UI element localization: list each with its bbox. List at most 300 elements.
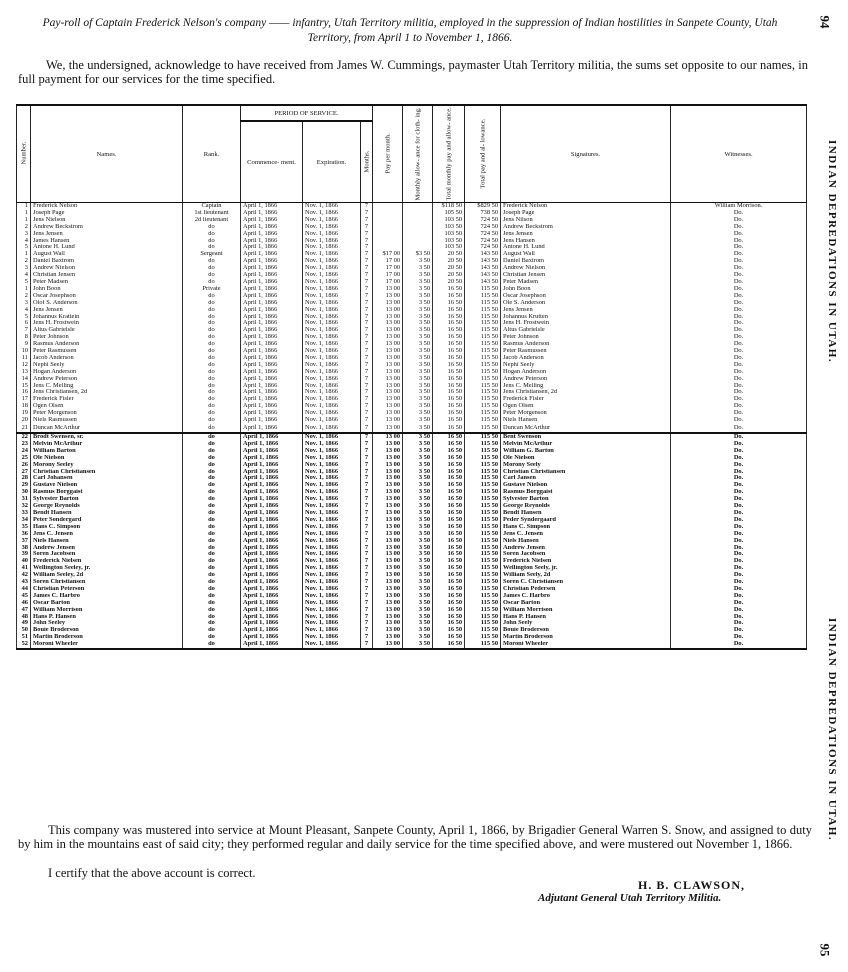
table-cell: April 1, 1866	[241, 396, 303, 403]
table-cell: 115 50	[465, 433, 501, 441]
table-cell: Do.	[671, 469, 807, 476]
table-cell: Do.	[671, 517, 807, 524]
table-cell: April 1, 1866	[241, 565, 303, 572]
table-cell: 3 50	[403, 410, 433, 417]
table-row	[17, 641, 807, 649]
table-cell: 7	[361, 238, 373, 245]
table-cell: 13 00	[373, 524, 403, 531]
table-cell: Nov. 1, 1866	[303, 417, 361, 424]
table-cell: April 1, 1866	[241, 448, 303, 455]
table-cell: 16 50	[433, 627, 465, 634]
table-cell: 9	[17, 341, 31, 348]
table-cell: 24	[17, 448, 31, 455]
table-cell: April 1, 1866	[241, 334, 303, 341]
table-cell: 16 50	[433, 369, 465, 376]
table-cell: Nov. 1, 1866	[303, 496, 361, 503]
table-cell: Do.	[671, 293, 807, 300]
table-cell: April 1, 1866	[241, 620, 303, 627]
table-cell: Ole S. Anderson	[501, 300, 671, 307]
table-cell: 16 50	[433, 545, 465, 552]
table-row	[17, 417, 807, 424]
table-cell: 143 50	[465, 265, 501, 272]
table-cell: April 1, 1866	[241, 341, 303, 348]
table-cell: 105 50	[433, 210, 465, 217]
table-cell: April 1, 1866	[241, 389, 303, 396]
table-cell: 13 00	[373, 396, 403, 403]
table-cell: 7	[361, 531, 373, 538]
table-cell: Do.	[671, 238, 807, 245]
table-cell: Nov. 1, 1866	[303, 286, 361, 293]
table-cell: 143 50	[465, 279, 501, 286]
table-cell: Do.	[671, 217, 807, 224]
table-cell: Nov. 1, 1866	[303, 293, 361, 300]
table-cell: Hogan Anderson	[31, 369, 183, 376]
table-cell: Soren Jacobsen	[501, 551, 671, 558]
table-cell: 3 50	[403, 572, 433, 579]
table-cell: 724 50	[465, 224, 501, 231]
table-cell: 115 50	[465, 369, 501, 376]
table-cell	[403, 224, 433, 231]
table-cell: Sergeant	[183, 251, 241, 258]
table-cell: April 1, 1866	[241, 307, 303, 314]
table-cell: 35	[17, 524, 31, 531]
table-cell: April 1, 1866	[241, 558, 303, 565]
table-cell: Peter Johnson	[501, 334, 671, 341]
table-cell: 16 50	[433, 614, 465, 621]
table-cell: Nov. 1, 1866	[303, 482, 361, 489]
table-cell: 7	[361, 403, 373, 410]
table-cell: Soren Jacobsen	[31, 551, 183, 558]
table-cell: Christian Christiansen	[501, 469, 671, 476]
table-cell: 7	[361, 627, 373, 634]
table-cell: April 1, 1866	[241, 545, 303, 552]
table-row	[17, 300, 807, 307]
table-cell: Do.	[671, 300, 807, 307]
table-cell: Nov. 1, 1866	[303, 231, 361, 238]
table-cell: 7	[361, 314, 373, 321]
table-cell: 115 50	[465, 469, 501, 476]
table-cell: Nov. 1, 1866	[303, 475, 361, 482]
table-cell: April 1, 1866	[241, 503, 303, 510]
table-cell: Johannus Krattein	[31, 314, 183, 321]
header-rank: Rank.	[183, 105, 241, 203]
table-cell: 115 50	[465, 441, 501, 448]
table-cell: James Hansen	[31, 238, 183, 245]
table-cell: 16 50	[433, 641, 465, 649]
table-cell: do	[183, 634, 241, 641]
table-cell: 23	[17, 441, 31, 448]
table-cell	[403, 244, 433, 251]
table-cell: 7	[361, 489, 373, 496]
table-cell: Joseph Page	[501, 210, 671, 217]
table-cell: 13 00	[373, 503, 403, 510]
table-cell: 29	[17, 482, 31, 489]
table-cell: do	[183, 272, 241, 279]
table-cell: Nov. 1, 1866	[303, 244, 361, 251]
table-cell: do	[183, 503, 241, 510]
table-cell: Do.	[671, 251, 807, 258]
payroll-title: Pay-roll of Captain Frederick Nelson's company —— infantry, Utah Territory militia, employed in the suppression of Indian hostilities in Sanpete County, Utah Territory, from April 1 to November 1, 1866.	[42, 17, 778, 44]
table-cell: 1	[17, 217, 31, 224]
table-cell: do	[183, 258, 241, 265]
table-cell: 16 50	[433, 462, 465, 469]
table-cell: 14	[17, 376, 31, 383]
table-cell: 3 50	[403, 403, 433, 410]
table-cell: 40	[17, 558, 31, 565]
table-cell: 39	[17, 551, 31, 558]
table-cell: 115 50	[465, 362, 501, 369]
table-cell: 16 50	[433, 475, 465, 482]
table-cell: 3 50	[403, 396, 433, 403]
table-cell: 16 50	[433, 314, 465, 321]
table-row	[17, 403, 807, 410]
table-cell: Peter Madsen	[501, 279, 671, 286]
table-cell: 115 50	[465, 538, 501, 545]
table-cell: 13 00	[373, 455, 403, 462]
table-cell: 3 50	[403, 475, 433, 482]
table-cell: Nov. 1, 1866	[303, 448, 361, 455]
table-cell: Frederick Fisler	[501, 396, 671, 403]
table-cell: 115 50	[465, 489, 501, 496]
table-cell: Nov. 1, 1866	[303, 538, 361, 545]
table-cell: 115 50	[465, 593, 501, 600]
table-cell: Nov. 1, 1866	[303, 327, 361, 334]
table-cell: 16 50	[433, 355, 465, 362]
table-cell: 16 50	[433, 469, 465, 476]
table-cell: Do.	[671, 620, 807, 627]
table-cell: 50	[17, 627, 31, 634]
table-cell: April 1, 1866	[241, 376, 303, 383]
table-cell: 13 00	[373, 334, 403, 341]
table-cell: 3 50	[403, 433, 433, 441]
table-cell: Do.	[671, 531, 807, 538]
table-cell: Andrew Beckstrom	[501, 224, 671, 231]
table-cell: Frederick Nielsen	[31, 558, 183, 565]
table-cell: 7	[361, 482, 373, 489]
table-cell: 13 00	[373, 475, 403, 482]
table-row	[17, 348, 807, 355]
table-cell: Christian Pedersen	[501, 586, 671, 593]
table-cell: Melvin McArthur	[31, 441, 183, 448]
table-cell: 13 00	[373, 565, 403, 572]
table-cell: Andrew Jensen	[31, 545, 183, 552]
table-cell: Martin Broderson	[31, 634, 183, 641]
table-cell: 115 50	[465, 579, 501, 586]
table-cell: do	[183, 441, 241, 448]
table-cell: April 1, 1866	[241, 424, 303, 433]
table-cell: Nov. 1, 1866	[303, 433, 361, 441]
table-cell: 13 00	[373, 531, 403, 538]
table-cell: 3 50	[403, 627, 433, 634]
table-cell: 13 00	[373, 362, 403, 369]
table-row	[17, 355, 807, 362]
table-cell: do	[183, 448, 241, 455]
table-cell: 28	[17, 475, 31, 482]
table-cell: do	[183, 475, 241, 482]
table-row	[17, 327, 807, 334]
table-cell: Bouie Broderson	[501, 627, 671, 634]
table-cell: Peter Morgenson	[501, 410, 671, 417]
table-cell: Niels Hansen	[501, 417, 671, 424]
table-cell: Do.	[671, 403, 807, 410]
table-cell: Bouie Broderson	[31, 627, 183, 634]
table-cell: 16 50	[433, 334, 465, 341]
table-row	[17, 258, 807, 265]
table-cell	[403, 238, 433, 245]
table-cell: 16 50	[433, 503, 465, 510]
table-cell: 1	[17, 210, 31, 217]
table-cell: 16 50	[433, 489, 465, 496]
table-cell: 7	[361, 341, 373, 348]
table-cell: 13 00	[373, 517, 403, 524]
table-cell: Niels Rasmussen	[31, 417, 183, 424]
table-cell: Jens C. Jensen	[501, 531, 671, 538]
table-cell: 13 00	[373, 441, 403, 448]
table-cell: Andrew Peterson	[31, 376, 183, 383]
table-row	[17, 538, 807, 545]
table-cell: 3 50	[403, 462, 433, 469]
table-cell: do	[183, 355, 241, 362]
header-total-monthly: Total monthly pay and allow- ance.	[433, 105, 465, 203]
table-cell: 20 50	[433, 265, 465, 272]
table-cell: 3 50	[403, 307, 433, 314]
table-cell: Do.	[671, 383, 807, 390]
table-cell: 47	[17, 607, 31, 614]
certification: I certify that the above account is correct.	[48, 866, 256, 880]
table-cell: April 1, 1866	[241, 362, 303, 369]
signer-name: H. B. CLAWSON,	[638, 878, 746, 892]
table-cell: Nov. 1, 1866	[303, 455, 361, 462]
table-cell: Nov. 1, 1866	[303, 586, 361, 593]
table-row	[17, 634, 807, 641]
table-cell: 16 50	[433, 572, 465, 579]
table-cell: 16 50	[433, 293, 465, 300]
table-cell: 7	[361, 369, 373, 376]
table-cell: Altus Gabrielsle	[501, 327, 671, 334]
table-cell: Do.	[671, 410, 807, 417]
table-cell: 37	[17, 538, 31, 545]
table-cell: 115 50	[465, 300, 501, 307]
table-cell: Do.	[671, 231, 807, 238]
table-cell: 7	[361, 586, 373, 593]
table-cell: Hans P. Hansen	[31, 614, 183, 621]
table-cell: Moroni Wheeler	[31, 641, 183, 649]
table-cell: 13 00	[373, 489, 403, 496]
table-cell: 3 50	[403, 524, 433, 531]
table-cell	[373, 203, 403, 210]
table-cell: 724 50	[465, 238, 501, 245]
table-cell: April 1, 1866	[241, 403, 303, 410]
table-cell: 13 00	[373, 538, 403, 545]
table-cell: 115 50	[465, 545, 501, 552]
table-cell: Andrew Nielson	[31, 265, 183, 272]
table-cell: 3 50	[403, 600, 433, 607]
table-cell: 7	[361, 620, 373, 627]
table-cell: Gustave Nielson	[31, 482, 183, 489]
table-cell: 13 00	[373, 389, 403, 396]
table-cell: Nov. 1, 1866	[303, 265, 361, 272]
table-cell: 13 00	[373, 355, 403, 362]
table-cell: Do.	[671, 593, 807, 600]
table-cell: 7	[361, 503, 373, 510]
table-cell: 13 00	[373, 369, 403, 376]
table-cell: 3 50	[403, 369, 433, 376]
table-cell: 7	[361, 551, 373, 558]
table-cell: 13 00	[373, 600, 403, 607]
table-cell: 5	[17, 314, 31, 321]
table-cell: 7	[361, 441, 373, 448]
side-running-title-upper: INDIAN DEPREDATIONS IN UTAH.	[826, 140, 838, 364]
table-cell: Nov. 1, 1866	[303, 307, 361, 314]
table-cell: do	[183, 462, 241, 469]
table-cell: Ogen Olsen	[31, 403, 183, 410]
table-cell: 13 00	[373, 462, 403, 469]
table-cell: do	[183, 620, 241, 627]
table-cell: Sylvester Barton	[501, 496, 671, 503]
table-cell: 17	[17, 396, 31, 403]
table-cell: Do.	[671, 286, 807, 293]
table-cell: 13 00	[373, 620, 403, 627]
table-cell: Do.	[671, 489, 807, 496]
table-cell: 103 50	[433, 224, 465, 231]
table-cell: 2d lieutenant	[183, 217, 241, 224]
table-cell: 7	[17, 327, 31, 334]
table-cell: 7	[361, 362, 373, 369]
table-cell: do	[183, 607, 241, 614]
table-cell: Nov. 1, 1866	[303, 641, 361, 649]
table-cell: Do.	[671, 565, 807, 572]
table-cell: do	[183, 517, 241, 524]
table-cell: 3 50	[403, 265, 433, 272]
table-row	[17, 565, 807, 572]
table-cell: Carl Johansen	[31, 475, 183, 482]
table-cell: April 1, 1866	[241, 572, 303, 579]
table-cell: Do.	[671, 600, 807, 607]
table-cell: 16 50	[433, 389, 465, 396]
table-row	[17, 475, 807, 482]
table-cell: 3 50	[403, 334, 433, 341]
table-cell	[373, 217, 403, 224]
table-cell	[373, 244, 403, 251]
table-cell: do	[183, 307, 241, 314]
table-cell: Do.	[671, 441, 807, 448]
table-cell: George Reynolds	[501, 503, 671, 510]
table-cell: do	[183, 300, 241, 307]
table-cell: Antone H. Lund	[31, 244, 183, 251]
table-cell: 13 00	[373, 627, 403, 634]
table-cell: April 1, 1866	[241, 593, 303, 600]
table-cell: 41	[17, 565, 31, 572]
table-cell: Nov. 1, 1866	[303, 558, 361, 565]
table-row	[17, 455, 807, 462]
table-cell: Nov. 1, 1866	[303, 320, 361, 327]
table-cell: 30	[17, 489, 31, 496]
table-cell: do	[183, 320, 241, 327]
table-row	[17, 441, 807, 448]
table-cell: Nov. 1, 1866	[303, 441, 361, 448]
table-cell: do	[183, 369, 241, 376]
table-cell: 115 50	[465, 417, 501, 424]
muster-paragraph: This company was mustered into service at Mount Pleasant, Sanpete County, April 1, 1866, by Brigadier General Warren S. Snow, and assigned to duty by him in the mountains east of said city; they performed regular and daily service for the time specified above, and were mustered out November 1, 1866.	[18, 823, 812, 851]
table-row	[17, 320, 807, 327]
table-cell: 3 50	[403, 489, 433, 496]
table-cell: 115 50	[465, 614, 501, 621]
table-cell: Nov. 1, 1866	[303, 203, 361, 210]
table-cell: 49	[17, 620, 31, 627]
table-cell: 7	[361, 572, 373, 579]
table-cell: 27	[17, 469, 31, 476]
table-cell: April 1, 1866	[241, 496, 303, 503]
table-cell: 3 50	[403, 469, 433, 476]
table-cell: 17 00	[373, 265, 403, 272]
table-cell: April 1, 1866	[241, 579, 303, 586]
table-cell: 3 50	[403, 441, 433, 448]
table-cell: 115 50	[465, 320, 501, 327]
table-cell: 13 00	[373, 448, 403, 455]
table-cell: April 1, 1866	[241, 314, 303, 321]
table-cell: 115 50	[465, 348, 501, 355]
table-cell: April 1, 1866	[241, 524, 303, 531]
table-cell: 13 00	[373, 300, 403, 307]
table-cell: Christian Jensen	[31, 272, 183, 279]
table-cell: Niels Hansen	[501, 538, 671, 545]
table-cell: 7	[361, 579, 373, 586]
table-cell: Nov. 1, 1866	[303, 524, 361, 531]
table-cell: 143 50	[465, 258, 501, 265]
table-cell: April 1, 1866	[241, 224, 303, 231]
table-cell: Nov. 1, 1866	[303, 620, 361, 627]
table-cell: Hans C. Simpson	[501, 524, 671, 531]
table-cell: 13 00	[373, 545, 403, 552]
table-cell: do	[183, 231, 241, 238]
table-cell: 13 00	[373, 341, 403, 348]
table-cell: 7	[361, 607, 373, 614]
table-cell: 7	[361, 355, 373, 362]
table-cell: 1st lieutenant	[183, 210, 241, 217]
table-cell: Frederick Nelson	[501, 203, 671, 210]
table-cell: do	[183, 551, 241, 558]
table-row	[17, 389, 807, 396]
table-cell: 115 50	[465, 551, 501, 558]
table-cell: Nov. 1, 1866	[303, 383, 361, 390]
table-cell: do	[183, 433, 241, 441]
table-cell: 16 50	[433, 327, 465, 334]
table-cell: 3 50	[403, 286, 433, 293]
table-cell: John Seeley	[31, 620, 183, 627]
table-cell: do	[183, 383, 241, 390]
table-cell: 724 50	[465, 244, 501, 251]
table-cell: William Seely, 2d	[501, 572, 671, 579]
table-cell: Nov. 1, 1866	[303, 396, 361, 403]
table-cell: 16 50	[433, 482, 465, 489]
table-cell: 16 50	[433, 496, 465, 503]
table-cell: Nov. 1, 1866	[303, 348, 361, 355]
table-cell: 16 50	[433, 620, 465, 627]
table-row	[17, 517, 807, 524]
table-cell: 36	[17, 531, 31, 538]
table-row	[17, 469, 807, 476]
table-cell: Nov. 1, 1866	[303, 314, 361, 321]
table-cell: 7	[361, 614, 373, 621]
table-cell: 103 50	[433, 238, 465, 245]
table-cell: Christian Christiansen	[31, 469, 183, 476]
table-cell: Ole Nielson	[501, 455, 671, 462]
table-cell: Oscar Josephson	[501, 293, 671, 300]
table-cell: 7	[361, 469, 373, 476]
table-cell: 16 50	[433, 424, 465, 433]
table-cell: April 1, 1866	[241, 327, 303, 334]
table-cell: 13 00	[373, 579, 403, 586]
